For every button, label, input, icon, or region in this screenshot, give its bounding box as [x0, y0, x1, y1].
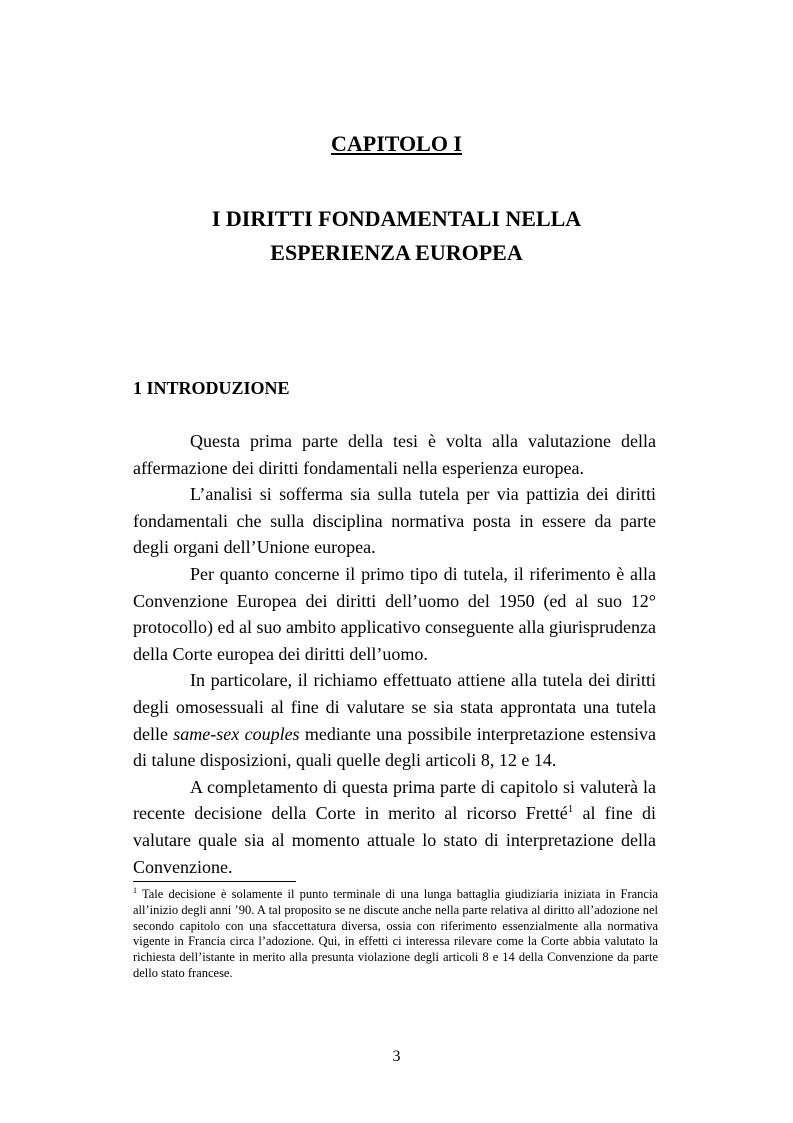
footnote-text: Tale decisione è solamente il punto terminale di una lunga battaglia giudiziaria iniziata in Francia all’inizio degli anni ’90. A tal proposito se ne discute anche nella parte relativa al diritto all’adozione nel secondo capitolo con una sfaccettatura diversa, ossia con riferimento essenzialmente alla normativa vigente in Francia circa l’adozione. Qui, in effetti ci interessa rilevare come la Corte abbia valutato la richiesta dell’istante in merito alla presunta violazione degli articoli 8 e 14 della Convenzione da parte dello stato francese. [133, 887, 658, 980]
paragraph-5-text-end: al fine di valutare quale sia al momento attuale lo stato di interpretazione della Convenzione. [133, 803, 657, 877]
paragraph-4-text-start: In particolare, il richiamo effettuato attiene alla tutela dei diritti degli omosessuali al fine di valutare se sia stata approntata una tutela delle [133, 670, 656, 744]
chapter-title-line-2: ESPERIENZA EUROPEA [270, 240, 523, 265]
paragraph-5 [133, 774, 656, 880]
paragraph-4-text-end: mediante una possibile interpretazione estensiva di talune disposizioni, quali quelle degli articoli 8, 12 e 14. [133, 723, 656, 771]
paragraph-4 [133, 667, 656, 773]
body-text [133, 428, 656, 880]
paragraph-4-italic-term: same-sex couples [173, 723, 300, 744]
page-number: 3 [392, 1048, 401, 1065]
chapter-title [120, 202, 673, 270]
chapter-label: CAPITOLO I [330, 131, 462, 156]
paragraph-2: L’analisi si sofferma sia sulla tutela per via pattizia dei diritti fondamentali che sulla disciplina normativa posta in essere da parte degli organi dell’Unione europea. [133, 484, 656, 558]
paragraph-5-text-start: A completamento di questa prima parte di capitolo si valuterà la recente decisione della Corte in merito al ricorso Fretté [133, 776, 656, 824]
footnote-reference[interactable]: 1 [567, 803, 574, 816]
footnote-separator [133, 881, 296, 882]
section-heading: 1 INTRODUZIONE [133, 378, 290, 398]
paragraph-1: Questa prima parte della tesi è volta alla valutazione della affermazione dei diritti fondamentali nella esperienza europea. [133, 431, 656, 478]
paragraph-3: Per quanto concerne il primo tipo di tutela, il riferimento è alla Convenzione Europea dei diritti dell’uomo del 1950 (ed al suo 12° protocollo) ed al suo ambito applicativo conseguente alla giurisprudenza della Corte europea dei diritti dell’uomo. [133, 563, 656, 664]
footnote-number: 1 [133, 885, 137, 895]
footnote [133, 887, 658, 982]
chapter-title-line-1: I DIRITTI FONDAMENTALI NELLA [211, 206, 582, 231]
